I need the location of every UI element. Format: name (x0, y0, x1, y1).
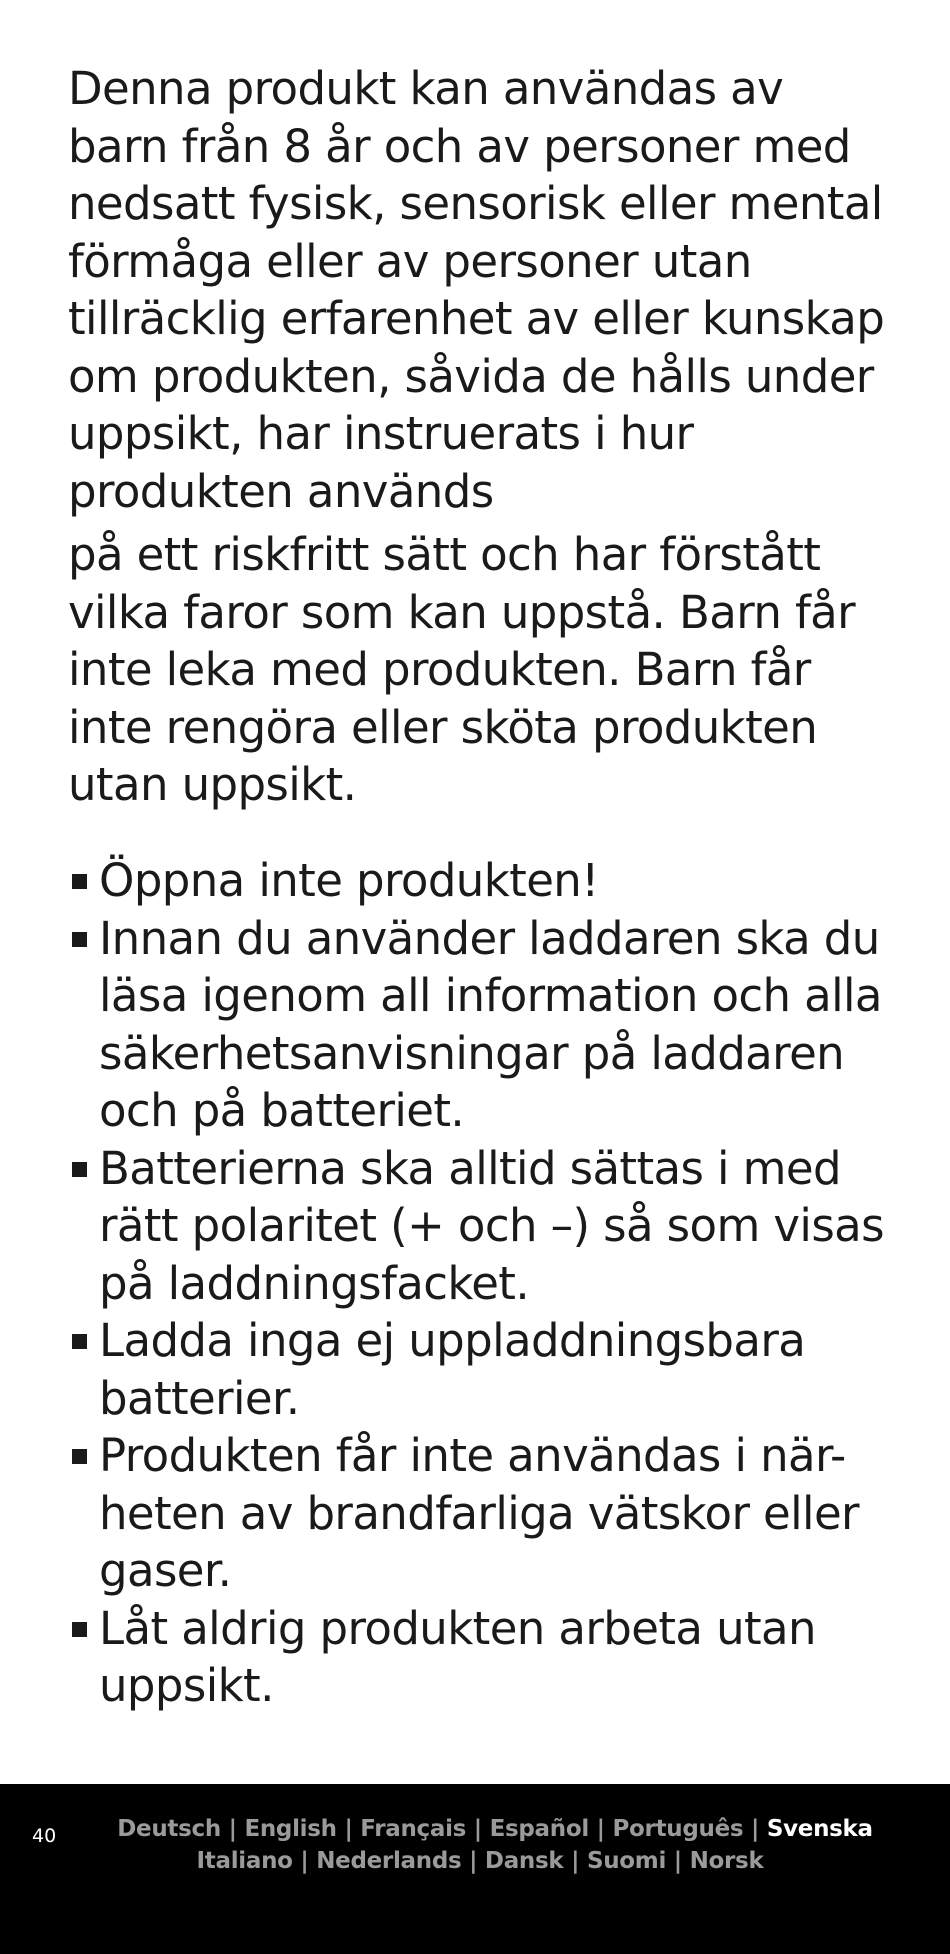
language-link-svenska-active[interactable]: Svenska (766, 1816, 873, 1842)
language-separator: | (300, 1848, 317, 1874)
language-separator: | (344, 1816, 361, 1842)
language-separator: | (596, 1816, 613, 1842)
language-navigation (0, 1813, 950, 1877)
list-item (68, 910, 888, 1140)
safety-text-block (68, 60, 888, 814)
square-bullet-icon (72, 1334, 87, 1349)
list-item (68, 852, 888, 910)
continuation-paragraph: på ett riskfritt sätt och har förstått vilka faror som kan uppstå. Barn får inte leka med produkten. Barn får inte rengöra eller sköta produkten utan uppsikt. (68, 528, 856, 811)
square-bullet-icon (72, 874, 87, 889)
list-item (68, 1312, 888, 1427)
bullet-text: Ladda inga ej uppladdningsbara batterier. (99, 1314, 806, 1425)
square-bullet-icon (72, 1449, 87, 1464)
language-row-1 (0, 1813, 950, 1845)
square-bullet-icon (72, 932, 87, 947)
language-link-italiano[interactable]: Italiano (196, 1848, 293, 1874)
footer-bar (0, 1784, 950, 1954)
square-bullet-icon (72, 1622, 87, 1637)
list-item (68, 1140, 888, 1313)
intro-paragraph: Denna produkt kan användas av barn från 8 år och av personer med nedsatt fysisk, sensorisk eller mental förmåga eller av personer utan tillräcklig erfarenhet av eller kunskap om produkten, såvida de hålls under uppsikt, har instruerats i hur produkten används (68, 62, 885, 518)
language-separator: | (571, 1848, 587, 1874)
bullet-text: Låt aldrig produkten arbeta utan uppsikt. (99, 1601, 816, 1712)
language-row-2 (0, 1845, 950, 1877)
language-separator: | (228, 1816, 245, 1842)
language-link-nederlands[interactable]: Nederlands (316, 1848, 462, 1874)
bullet-text: Batterierna ska alltid sättas i med rätt polaritet (+ och –) så som visas på laddningsfacket. (99, 1141, 884, 1310)
language-separator: | (473, 1816, 490, 1842)
safety-bullet-list (68, 852, 888, 1715)
language-separator: | (673, 1848, 690, 1874)
language-separator: | (751, 1816, 767, 1842)
language-link-norsk[interactable]: Norsk (689, 1848, 764, 1874)
language-link-francais[interactable]: Français (360, 1816, 467, 1842)
language-link-suomi[interactable]: Suomi (586, 1848, 667, 1874)
bullet-text: Innan du använder laddaren ska du läsa igenom all information och alla säkerhetsanvisningar på laddaren och på batteriet. (99, 911, 882, 1137)
language-link-espanol[interactable]: Español (489, 1816, 589, 1842)
language-separator: | (469, 1848, 485, 1874)
page-number: 40 (32, 1825, 57, 1847)
bullet-text: Öppna inte produkten! (99, 854, 599, 907)
language-link-english[interactable]: English (244, 1816, 337, 1842)
language-link-deutsch[interactable]: Deutsch (117, 1816, 221, 1842)
square-bullet-icon (72, 1162, 87, 1177)
bullet-text: Produkten får inte användas i när-heten av brandfarliga vätskor eller gaser. (99, 1429, 859, 1597)
language-link-dansk[interactable]: Dansk (484, 1848, 564, 1874)
language-link-portugues[interactable]: Português (612, 1816, 744, 1842)
list-item (68, 1427, 888, 1600)
list-item (68, 1600, 888, 1715)
